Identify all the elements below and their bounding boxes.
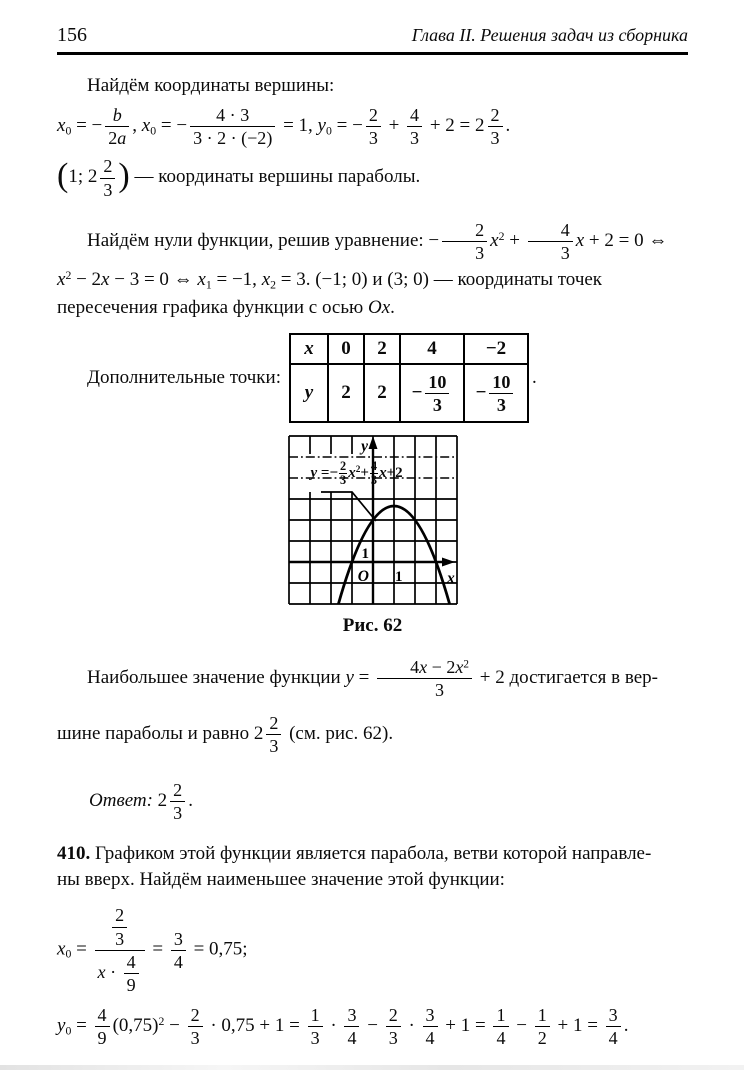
- scan-bottom-edge: [0, 1065, 744, 1070]
- problem-410-line1: 410. Графиком этой функции является парабола, ветви которой направле-: [57, 843, 652, 865]
- formula-410-y0: y0 = $\frac{4}{9}$ $(0,75)^2$ − $\frac{2}{3}$ · 0,75 + 1 = $\frac{1}{3}$ · $\frac{3}{4}$ − $\frac{2}{3}$ · $\frac{3}{4}$ + 1 = $\frac{1}{4}$ − $\frac{1}{2}$ + 1 = $\frac{3}{4}$ .: [57, 1005, 629, 1049]
- page-header: [57, 24, 688, 55]
- points-table-label: Дополнительные точки:: [87, 367, 281, 389]
- origin-label: O: [357, 568, 369, 586]
- x-axis-arrow: [442, 558, 455, 567]
- x-axis-label: x: [446, 570, 455, 588]
- table-trailing-period: .: [532, 367, 537, 389]
- cell-x-0: 0: [328, 334, 364, 364]
- cell-x-header: x: [290, 334, 328, 364]
- points-table: [289, 333, 529, 423]
- problem-410-line2: ны вверх. Найдём наименьшее значение этой функции:: [57, 869, 505, 891]
- cell-y-header: y: [290, 364, 328, 422]
- figure-caption: Рис. 62: [342, 615, 403, 637]
- cell-y-2: − $\frac{10}{3}$: [400, 364, 464, 422]
- points-table-x-row: [290, 334, 528, 364]
- cell-y-0: 2: [328, 364, 364, 422]
- figure-equation-label: y =− $\frac{2}{3}$ $x^2+$ $\frac{4}{3}$ x+2: [310, 459, 403, 488]
- points-table-y-row: [290, 364, 528, 422]
- unit-y-label: 1: [361, 546, 369, 563]
- vertex-intro-text: Найдём координаты вершины:: [87, 75, 335, 96]
- figure-62: [288, 435, 458, 637]
- formula-vertex-coordinates: x0 = − $\frac{b}{2a}$ , x0 = − $\frac{4 \cdot 3}{3 \cdot 2 \cdot (-2)}$ = 1, y0 = − $\frac{2}{3}$ + $\frac{4}{3}$ + 2 = 2 $\frac{2}{3}$ .: [57, 105, 511, 149]
- page-number: 156: [57, 24, 87, 46]
- unit-x-label: 1: [394, 569, 402, 586]
- chapter-title: Глава II. Решения задач из сборника: [411, 25, 688, 45]
- formula-max-value-line1: Наибольшее значение функции y = $\frac{4x - 2x^2}{3}$ + 2 достигается в вер-: [87, 657, 658, 701]
- answer-line: Ответ: 2 $\frac{2}{3}$ .: [89, 780, 193, 824]
- additional-points-row: [57, 333, 688, 423]
- cell-x-3: −2: [464, 334, 528, 364]
- formula-vertex-point: (1; 2 $\frac{2}{3}$ ) — координаты вершины параболы.: [57, 156, 421, 200]
- y-axis-label: y: [360, 438, 368, 456]
- formula-zeros-solution: $x^2 - 2x - 3 = 0$ ⇔ x1 = −1, x2 = 3. (−1; 0) и (3; 0) — координаты точек: [57, 269, 603, 292]
- formula-max-value-line2: шине параболы и равно 2 $\frac{2}{3}$ (см. рис. 62).: [57, 712, 394, 756]
- formula-zeros-intro: Найдём нули функции, решив уравнение: − $\frac{2}{3}$ $x^2$ + $\frac{4}{3}$ x + 2 = 0 ⇔: [87, 219, 668, 264]
- formula-zeros-tail: пересечения графика функции с осью Ox.: [57, 297, 395, 319]
- formula-410-x0: x0 = $\frac{2}{3}$ x · $\frac{4}{9}$ = $\frac{3}{4}$ = 0,75;: [57, 905, 248, 996]
- equation-leader-line: [321, 492, 376, 521]
- cell-x-1: 2: [364, 334, 400, 364]
- y-axis-arrow: [368, 436, 377, 449]
- cell-y-1: 2: [364, 364, 400, 422]
- cell-x-2: 4: [400, 334, 464, 364]
- cell-y-3: − $\frac{10}{3}$: [464, 364, 528, 422]
